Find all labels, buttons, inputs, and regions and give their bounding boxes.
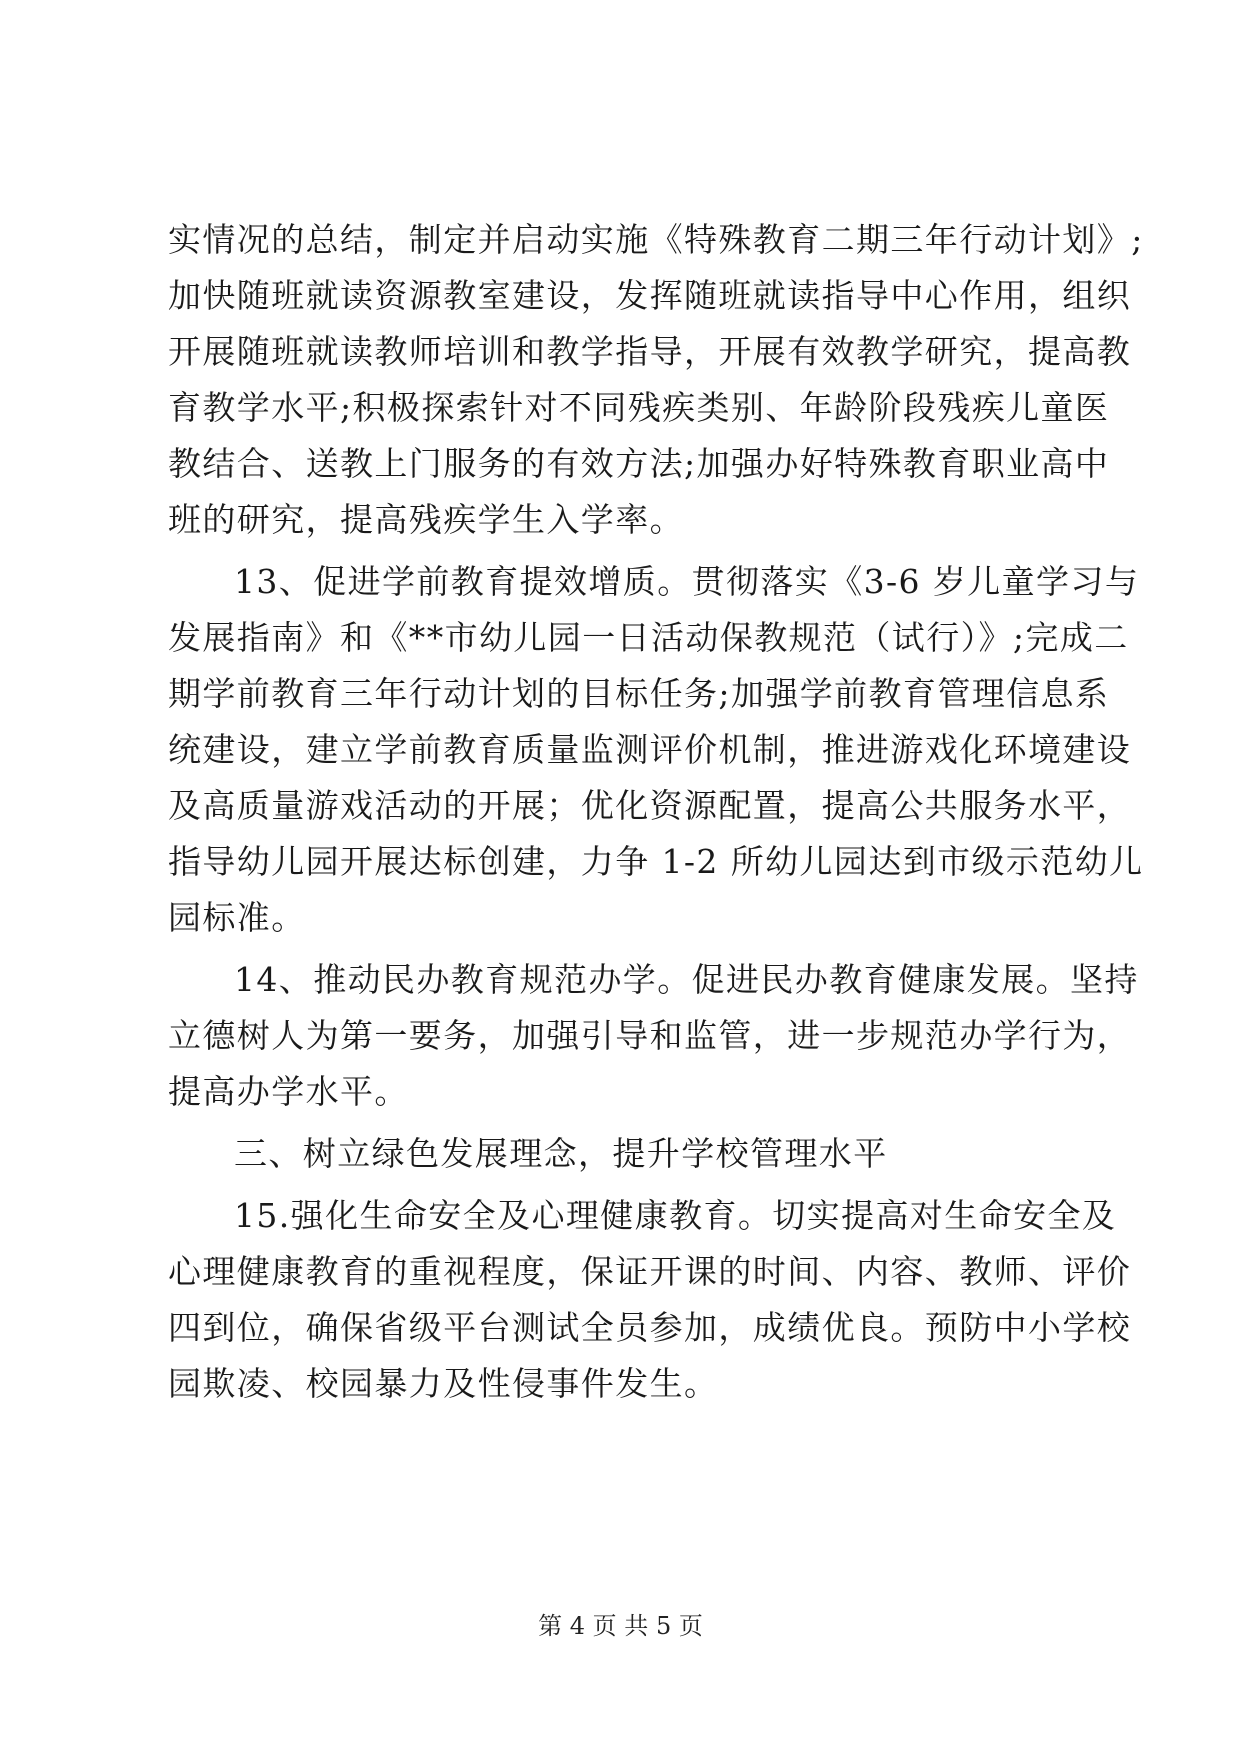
section-heading: 三、树立绿色发展理念，提升学校管理水平 [234,1134,888,1173]
document-body [168,212,1144,1412]
text-line: 立德树人为第一要务，加强引导和监管，进一步规范办学行为， [168,1016,1132,1055]
text-line: 园欺凌、校园暴力及性侵事件发生。 [168,1364,719,1403]
text-line: 教结合、送教上门服务的有效方法;加强办好特殊教育职业高中 [168,444,1110,483]
text-line: 育教学水平;积极探索针对不同残疾类别、年龄阶段残疾儿童医 [168,388,1110,427]
text-line: 提高办学水平。 [168,1072,409,1111]
paragraph-15-start: 15.强化生命安全及心理健康教育。切实提高对生命安全及 [234,1196,1117,1235]
text-line: 四到位，确保省级平台测试全员参加，成绩优良。预防中小学校 [168,1308,1132,1347]
text-line: 班的研究，提高残疾学生入学率。 [168,500,684,539]
text-line: 实情况的总结，制定并启动实施《特殊教育二期三年行动计划》; [168,220,1144,259]
text-line: 期学前教育三年行动计划的目标任务;加强学前教育管理信息系 [168,674,1110,713]
text-line: 指导幼儿园开展达标创建，力争 1-2 所幼儿园达到市级示范幼儿 [168,842,1144,881]
text-line: 心理健康教育的重视程度，保证开课的时间、内容、教师、评价 [168,1252,1132,1291]
text-line: 开展随班就读教师培训和教学指导，开展有效教学研究，提高教 [168,332,1132,371]
page-number-footer: 第 4 页 共 5 页 [538,1612,703,1640]
paragraph-14-start: 14、推动民办教育规范办学。促进民办教育健康发展。坚持 [234,960,1139,999]
text-line: 发展指南》和《**市幼儿园一日活动保教规范（试行）》;完成二 [168,618,1129,657]
text-line: 及高质量游戏活动的开展；优化资源配置，提高公共服务水平， [168,786,1132,825]
text-line: 加快随班就读资源教室建设，发挥随班就读指导中心作用，组织 [168,276,1132,315]
paragraph-13-start: 13、促进学前教育提效增质。贯彻落实《3-6 岁儿童学习与 [234,562,1140,601]
text-line: 统建设，建立学前教育质量监测评价机制，推进游戏化环境建设 [168,730,1132,769]
text-line: 园标准。 [168,898,306,937]
